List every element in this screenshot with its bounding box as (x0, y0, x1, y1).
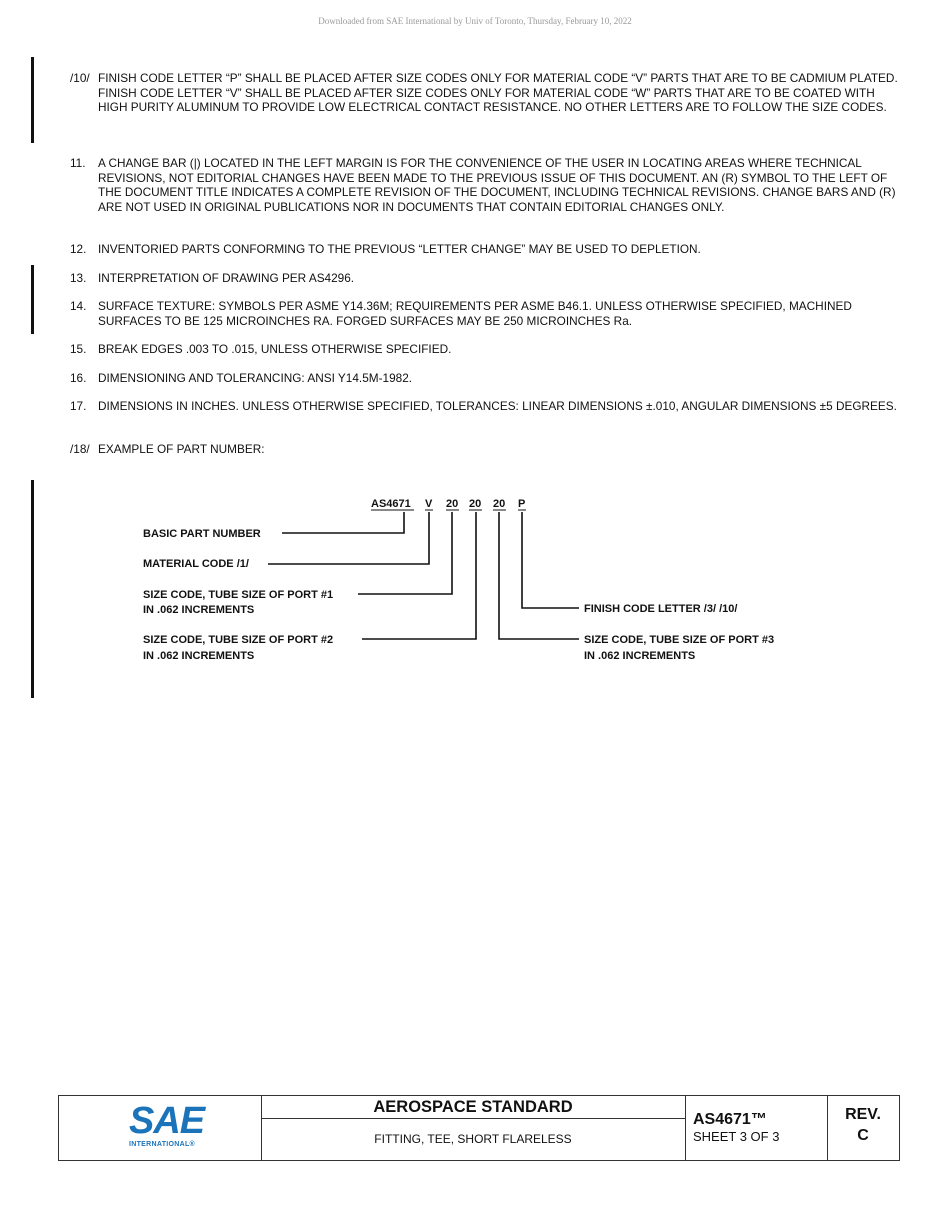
sae-logo-subtitle: INTERNATIONAL® (129, 1141, 196, 1148)
document-number: AS4671™ (693, 1111, 767, 1128)
pn-basic: AS4671 (371, 498, 411, 510)
change-bar (31, 480, 34, 698)
pn-port2: 20 (469, 498, 482, 510)
note-10 (70, 71, 900, 115)
note-text: DIMENSIONS IN INCHES. UNLESS OTHERWISE SPECIFIED, TOLERANCES: LINEAR DIMENSIONS ±.010, ANGULAR DIMENSIONS ±5 DEGREES. (98, 399, 897, 413)
label-port2-line2: IN .062 INCREMENTS (143, 650, 255, 662)
revision-label: REV. (845, 1106, 881, 1123)
leader-basic (282, 512, 404, 533)
doc-number-cell (685, 1096, 828, 1160)
label-port1-line2: IN .062 INCREMENTS (143, 604, 255, 616)
note-number: 13. (70, 271, 87, 285)
note-number: 17. (70, 399, 87, 413)
label-port3-line2: IN .062 INCREMENTS (584, 650, 696, 662)
note-16 (70, 371, 900, 386)
label-finish: FINISH CODE LETTER /3/ /10/ (584, 603, 738, 615)
logo-cell (59, 1096, 262, 1160)
pn-port1: 20 (446, 498, 459, 510)
label-port2-line1: SIZE CODE, TUBE SIZE OF PORT #2 (143, 634, 334, 646)
sheet-number: SHEET 3 OF 3 (693, 1129, 780, 1144)
note-text: DIMENSIONING AND TOLERANCING: ANSI Y14.5M-1982. (98, 371, 413, 385)
note-text: BREAK EDGES .003 TO .015, UNLESS OTHERWISE SPECIFIED. (98, 342, 452, 356)
note-text: INTERPRETATION OF DRAWING PER AS4296. (98, 271, 355, 285)
leader-finish (522, 512, 579, 608)
document-description: FITTING, TEE, SHORT FLARELESS (374, 1132, 572, 1146)
label-material: MATERIAL CODE /1/ (143, 558, 249, 570)
note-15 (70, 342, 900, 357)
revision-cell (827, 1096, 899, 1160)
label-port3-line1: SIZE CODE, TUBE SIZE OF PORT #3 (584, 634, 775, 646)
note-18 (70, 442, 900, 457)
document-type: AEROSPACE STANDARD (261, 1096, 685, 1119)
note-12 (70, 242, 900, 257)
leader-port3 (499, 512, 579, 639)
leader-port2 (362, 512, 476, 639)
note-text: FINISH CODE LETTER “P” SHALL BE PLACED AFTER SIZE CODES ONLY FOR MATERIAL CODE “V” PARTS THAT ARE TO BE CADMIUM PLATED. FINISH CODE LETTER “V” SHALL BE PLACED AFTER SIZE CODES ONLY FOR MATERIAL CODE “W” PARTS THAT ARE TO BE COATED WITH HIGH PURITY ALUMINUM TO PROVIDE LOW ELECTRICAL CONTACT RESISTANCE. NO OTHER LETTERS ARE TO FOLLOW THE SIZE CODES. (98, 71, 898, 115)
change-bar (31, 57, 34, 143)
note-text: EXAMPLE OF PART NUMBER: (98, 442, 265, 456)
note-number: /18/ (70, 442, 90, 456)
leader-port1 (358, 512, 452, 594)
note-number: 15. (70, 342, 87, 356)
label-port1-line1: SIZE CODE, TUBE SIZE OF PORT #1 (143, 589, 334, 601)
note-number: /10/ (70, 71, 90, 85)
pn-material: V (425, 498, 433, 510)
download-watermark: Downloaded from SAE International by Univ of Toronto, Thursday, February 10, 2022 (318, 16, 632, 26)
leader-material (268, 512, 429, 564)
title-cell (261, 1096, 686, 1160)
note-number: 14. (70, 299, 87, 313)
pn-port3: 20 (493, 498, 506, 510)
note-11 (70, 156, 900, 214)
note-17 (70, 399, 900, 414)
sae-logo: SAE (129, 1100, 205, 1142)
note-text: INVENTORIED PARTS CONFORMING TO THE PREVIOUS “LETTER CHANGE” MAY BE USED TO DEPLETION. (98, 242, 701, 256)
title-block (58, 1095, 900, 1161)
note-number: 16. (70, 371, 87, 385)
note-13 (70, 271, 900, 286)
note-number: 12. (70, 242, 87, 256)
label-basic: BASIC PART NUMBER (143, 528, 261, 540)
note-14 (70, 299, 900, 328)
note-text: SURFACE TEXTURE: SYMBOLS PER ASME Y14.36M; REQUIREMENTS PER ASME B46.1. UNLESS OTHERWISE SPECIFIED, MACHINED SURFACES TO BE 125 MICROINCHES RA. FORGED SURFACES MAY BE 250 MICROINCHES Ra. (98, 299, 852, 328)
change-bar (31, 265, 34, 334)
pn-finish: P (518, 498, 526, 510)
note-text: A CHANGE BAR (|) LOCATED IN THE LEFT MARGIN IS FOR THE CONVENIENCE OF THE USER IN LOCATING AREAS WHERE TECHNICAL REVISIONS, NOT EDITORIAL CHANGES HAVE BEEN MADE TO THE PREVIOUS ISSUE OF THIS DOCUMENT. AN (R) SYMBOL TO THE LEFT OF THE DOCUMENT TITLE INDICATES A COMPLETE REVISION OF THE DOCUMENT, INCLUDING TECHNICAL REVISIONS. CHANGE BARS AND (R) ARE NOT USED IN ORIGINAL PUBLICATIONS NOR IN DOCUMENTS THAT CONTAIN EDITORIAL CHANGES ONLY. (98, 156, 896, 214)
note-number: 11. (70, 156, 86, 170)
revision-value: C (857, 1127, 869, 1144)
